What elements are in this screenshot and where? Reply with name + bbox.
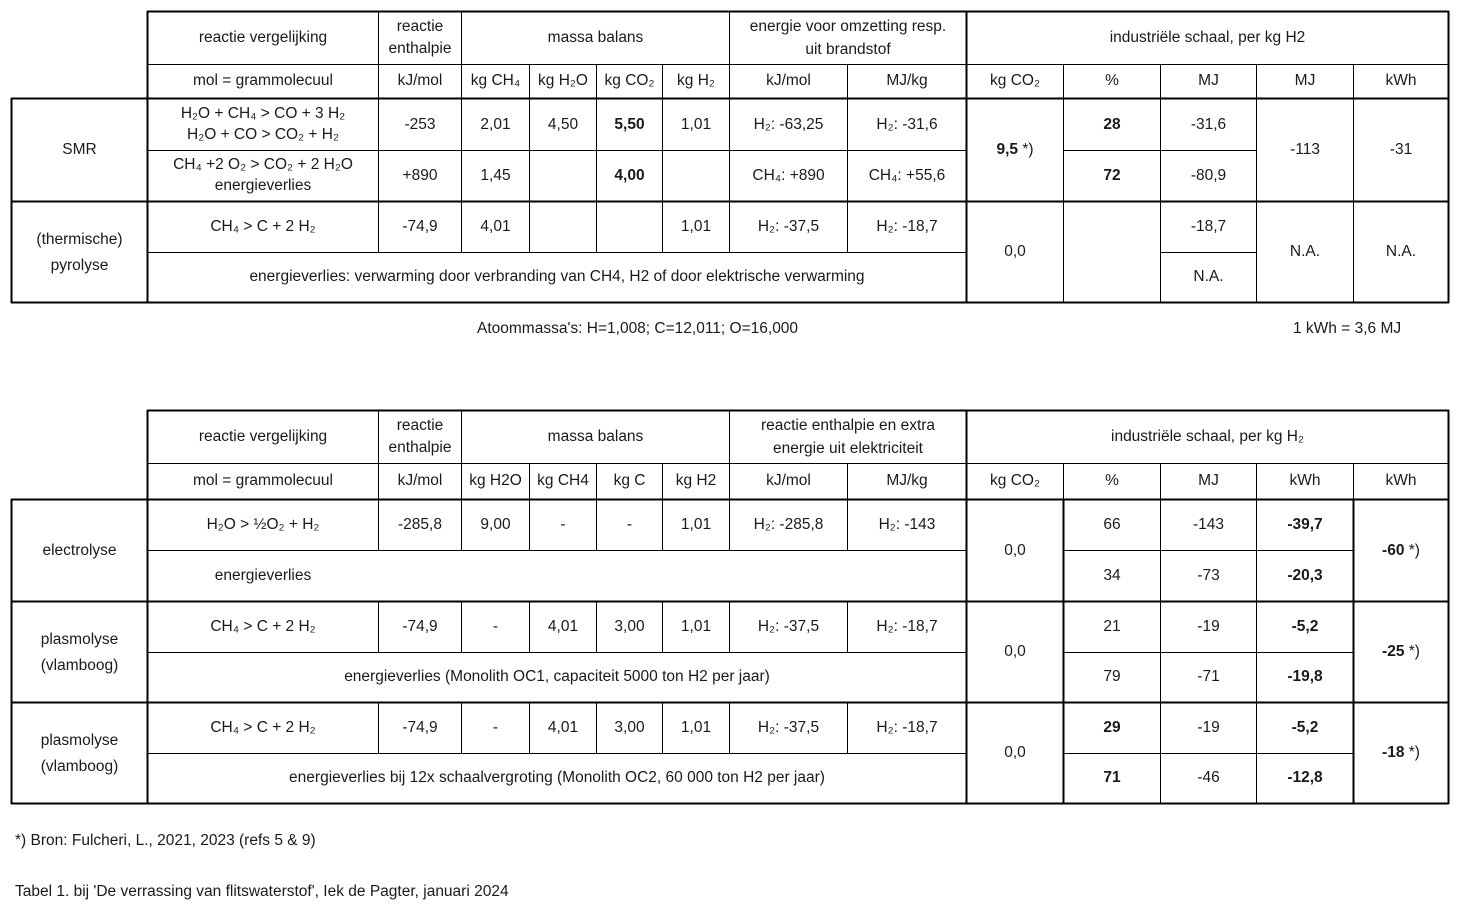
t1-pyro-energieverlies: energieverlies: verwarming door verbranding van CH4, H2 of door elektrische verwarming — [249, 268, 865, 286]
t2-plasma1-pct-2: 79 — [1103, 668, 1121, 686]
t2-elec-ch4: - — [560, 516, 566, 534]
t1-smr-h2o-1: 4,50 — [547, 115, 579, 133]
t2-elec-equation: H₂O > ½O₂ + H₂ — [206, 516, 320, 534]
t2-plasma1-enthalpie: -74,9 — [402, 618, 438, 636]
t1-unit-kg-co2-ind: kg CO₂ — [990, 72, 1040, 90]
t1-smr-enthalpie-2: +890 — [402, 166, 438, 184]
t2-plasma1-kwh-1: -5,2 — [1291, 618, 1319, 636]
t1-unit-kg-h2o: kg H₂O — [538, 72, 588, 90]
t2-plasma2-pct-1: 29 — [1103, 719, 1121, 737]
t2-plasma1-kwh-2: -19,8 — [1287, 668, 1323, 686]
t1-smr-mjkg-2: CH₄: +55,6 — [868, 166, 946, 184]
t1-smr-mjkg-1: H₂: -31,6 — [876, 115, 938, 133]
t2-plasma2-mj-1: -19 — [1197, 719, 1220, 737]
t1-pyro-mj-2: N.A. — [1193, 268, 1224, 286]
t1-pyro-mj-1: -18,7 — [1190, 218, 1227, 236]
t2-unit-kg-h2: kg H2 — [675, 472, 717, 490]
t1-unit-kjmol-2: kJ/mol — [766, 72, 811, 90]
t1-pyro-enthalpie: -74,9 — [402, 218, 438, 236]
t2-row-label-electrolyse: electrolyse — [42, 541, 117, 559]
t1-smr-kwh: -31 — [1389, 141, 1413, 159]
t2-elec-kwh-2: -20,3 — [1287, 566, 1323, 584]
t2-plasma2-h2: 1,01 — [680, 719, 712, 737]
t2-unit-kg-ch4: kg CH4 — [537, 472, 589, 490]
t1-row-label-smr: SMR — [62, 141, 97, 159]
t2-elec-kjmol: H₂: -285,8 — [753, 516, 824, 534]
t2-unit-kjmol: kJ/mol — [397, 472, 443, 490]
t2-unit-mjkg: MJ/kg — [886, 472, 928, 490]
t2-unit-kwh-2: kWh — [1385, 472, 1417, 490]
t1-unit-kg-co2: kg CO₂ — [604, 72, 655, 90]
t1-row-label-pyrolyse: (thermische) pyrolyse — [36, 230, 123, 274]
atoommassa-note: Atoommassa's: H=1,008; C=12,011; O=16,000 — [477, 320, 799, 337]
t2-elec-enthalpie: -285,8 — [398, 516, 442, 534]
t2-plasma1-kwh-total: -25 *) — [1382, 643, 1420, 661]
t1-header-energie: energie voor omzetting resp. uit brandstof — [749, 17, 947, 58]
t2-row-label-plasmolyse-2: plasmolyse (vlamboog) — [40, 731, 119, 775]
t1-unit-mj: MJ — [1198, 72, 1219, 90]
t2-elec-h2o: 9,00 — [480, 516, 511, 534]
t1-pyro-co2: 0,0 — [1004, 243, 1026, 261]
t2-plasma2-kwh-2: -12,8 — [1287, 769, 1323, 787]
t1-header-industriele-schaal: industriële schaal, per kg H2 — [1109, 28, 1306, 46]
t1-smr-kjmol-1: H₂: -63,25 — [753, 115, 824, 133]
t2-plasma1-mj-1: -19 — [1197, 618, 1220, 636]
t1-pyro-ch4: 4,01 — [480, 218, 511, 236]
t2-plasma2-co2: 0,0 — [1004, 744, 1026, 762]
t2-header-reactie-vergelijking: reactie vergelijking — [198, 427, 328, 445]
t2-plasma2-enthalpie: -74,9 — [402, 719, 438, 737]
t2-elec-h2: 1,01 — [680, 516, 712, 534]
t2-plasma1-equation: CH₄ > C + 2 H₂ — [210, 618, 316, 636]
t2-header-industriele-schaal: industriële schaal, per kg H₂ — [1111, 427, 1304, 445]
bron-footnote: *) Bron: Fulcheri, L., 2021, 2023 (refs 5 & 9) — [15, 832, 316, 849]
t2-plasma1-pct-1: 21 — [1103, 618, 1121, 636]
t2-plasma2-mjkg: H₂: -18,7 — [876, 719, 938, 737]
t1-unit-pct: % — [1105, 72, 1119, 90]
t2-plasma2-mj-2: -46 — [1197, 769, 1220, 787]
t2-header-reactie-enthalpie: reactie enthalpie — [388, 417, 452, 456]
t1-smr-mj-2: -80,9 — [1190, 166, 1227, 184]
t2-plasma2-kjmol: H₂: -37,5 — [757, 719, 820, 737]
t1-pyro-kwh: N.A. — [1385, 243, 1417, 261]
t1-pyro-equation: CH₄ > C + 2 H₂ — [210, 218, 316, 236]
kwh-conversion-note: 1 kWh = 3,6 MJ — [1293, 320, 1402, 337]
t1-unit-mj-2: MJ — [1294, 72, 1316, 90]
t2-elec-co2: 0,0 — [1004, 541, 1026, 559]
t2-unit-kg-c: kg C — [613, 472, 646, 490]
t1-header-reactie-vergelijking: reactie vergelijking — [198, 28, 328, 46]
t2-plasma2-equation: CH₄ > C + 2 H₂ — [210, 719, 316, 737]
t2-elec-kwh-total: -60 *) — [1382, 541, 1420, 559]
t2-plasma2-h2o: - — [492, 719, 499, 737]
t2-elec-pct-2: 34 — [1103, 566, 1121, 584]
t1-smr-pct-1: 28 — [1103, 115, 1121, 133]
t2-unit-kjmol-2: kJ/mol — [766, 472, 811, 490]
t2-unit-mj: MJ — [1198, 472, 1219, 490]
t1-unit-kwh: kWh — [1385, 72, 1417, 90]
t2-unit-mol: mol = grammolecuul — [193, 472, 333, 490]
t2-elec-pct-1: 66 — [1103, 516, 1121, 534]
t1-smr-ch4-1: 2,01 — [480, 115, 511, 133]
t1-pyro-mjkg: H₂: -18,7 — [876, 218, 938, 236]
t2-unit-kg-co2-ind: kg CO₂ — [990, 472, 1040, 490]
t1-smr-enthalpie-1: -253 — [404, 115, 436, 133]
t2-plasma2-c: 3,00 — [614, 719, 645, 737]
t2-plasma1-energieverlies: energieverlies (Monolith OC1, capaciteit 5000 ton H2 per jaar) — [344, 668, 770, 686]
t2-plasma1-co2: 0,0 — [1004, 643, 1026, 661]
t1-header-massa-balans: massa balans — [547, 28, 644, 46]
t1-smr-pct-2: 72 — [1103, 166, 1121, 184]
t1-smr-mj-total: -113 — [1290, 141, 1320, 159]
t1-unit-kg-ch4: kg CH₄ — [470, 72, 521, 90]
t1-unit-mjkg: MJ/kg — [886, 72, 928, 90]
t1-smr-co2-1: 5,50 — [614, 115, 645, 133]
t2-plasma1-h2: 1,01 — [680, 618, 712, 636]
table-caption: Tabel 1. bij 'De verrassing van flitswaterstof', Iek de Pagter, januari 2024 — [15, 883, 509, 900]
t2-header-energie: reactie enthalpie en extra energie uit elektriciteit — [760, 416, 936, 457]
t1-smr-h2-1: 1,01 — [680, 115, 712, 133]
t1-header-reactie-enthalpie: reactie enthalpie — [388, 18, 452, 57]
t2-unit-kg-h2o: kg H2O — [469, 472, 522, 490]
t1-smr-kjmol-2: CH₄: +890 — [752, 166, 825, 184]
t2-plasma2-kwh-total: -18 *) — [1382, 744, 1420, 762]
t1-pyro-kjmol: H₂: -37,5 — [757, 218, 820, 236]
t2-plasma1-ch4: 4,01 — [547, 618, 579, 636]
t2-plasma2-pct-2: 71 — [1103, 769, 1121, 787]
t2-elec-mj-1: -143 — [1192, 516, 1225, 534]
t2-row-label-plasmolyse-1: plasmolyse (vlamboog) — [40, 630, 119, 674]
t1-smr-co2-total: 9,5 *) — [996, 141, 1034, 159]
t2-unit-kwh-1: kWh — [1289, 472, 1321, 490]
t1-unit-kg-h2: kg H₂ — [677, 72, 715, 90]
t2-plasma1-mjkg: H₂: -18,7 — [876, 618, 938, 636]
t2-elec-energieverlies: energieverlies — [214, 566, 312, 584]
t1-pyro-mj-total: N.A. — [1289, 243, 1321, 261]
t2-elec-mjkg: H₂: -143 — [878, 516, 936, 534]
t1-smr-equation-1: H₂O + CH₄ > CO + 3 H₂ H₂O + CO > CO₂ + H₂ — [180, 105, 346, 143]
t1-unit-mol: mol = grammolecuul — [193, 72, 333, 90]
t1-smr-ch4-2: 1,45 — [480, 166, 511, 184]
t1-smr-equation-2: CH₄ +2 O₂ > CO₂ + 2 H₂O energieverlies — [173, 156, 353, 194]
t1-smr-mj-1: -31,6 — [1190, 115, 1227, 133]
t2-plasma1-kjmol: H₂: -37,5 — [757, 618, 820, 636]
t2-plasma2-energieverlies: energieverlies bij 12x schaalvergroting (Monolith OC2, 60 000 ton H2 per jaar) — [289, 769, 825, 787]
t2-elec-mj-2: -73 — [1197, 566, 1220, 584]
t1-unit-kjmol: kJ/mol — [397, 72, 443, 90]
t2-plasma1-mj-2: -71 — [1197, 668, 1220, 686]
t1-pyro-h2: 1,01 — [680, 218, 712, 236]
t2-elec-kwh-1: -39,7 — [1287, 516, 1323, 534]
t2-header-massa-balans: massa balans — [547, 427, 644, 445]
t1-smr-co2-2: 4,00 — [614, 166, 645, 184]
t2-plasma2-ch4: 4,01 — [547, 719, 579, 737]
t2-elec-c: - — [626, 516, 633, 534]
t2-unit-pct: % — [1105, 472, 1119, 490]
t2-plasma1-h2o: - — [492, 618, 499, 636]
t2-plasma1-c: 3,00 — [614, 618, 645, 636]
t2-plasma2-kwh-1: -5,2 — [1291, 719, 1319, 737]
